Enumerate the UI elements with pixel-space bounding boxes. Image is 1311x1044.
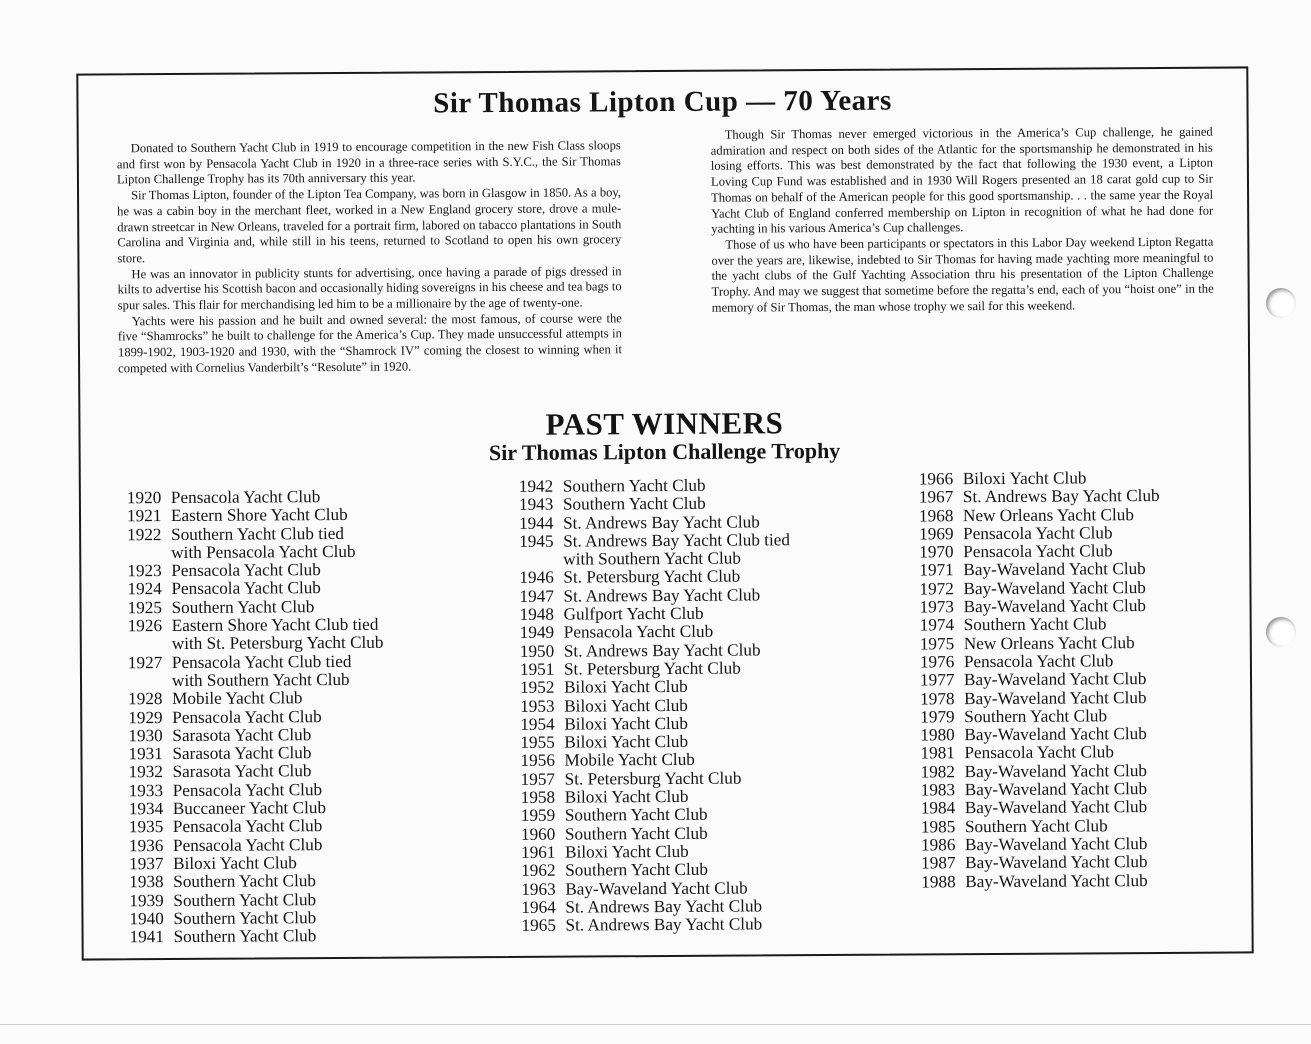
winner-row [129, 799, 385, 819]
winner-club: Bay-Waveland Yacht Club [565, 878, 748, 899]
past-winners-subtitle: Sir Thomas Lipton Challenge Trophy [488, 437, 841, 466]
binder-hole [1266, 288, 1296, 318]
winner-club: St. Petersburg Yacht Club [564, 768, 742, 789]
winner-club: Biloxi Yacht Club [173, 853, 297, 873]
winner-year: 1976 [919, 652, 955, 672]
winner-row [521, 860, 792, 880]
winner-club: Southern Yacht Club [173, 889, 317, 910]
winner-row [127, 561, 383, 581]
winner-club: Pensacola Yacht Club [172, 834, 323, 855]
winner-club: St. Andrews Bay Yacht Club [962, 486, 1160, 507]
winner-year: 1928 [128, 689, 163, 709]
winner-year: 1921 [126, 506, 162, 526]
winner-year: 1952 [520, 677, 555, 698]
winner-club: Bay-Waveland Yacht Club [964, 797, 1148, 818]
winner-year: 1974 [919, 615, 955, 635]
winner-year: 1941 [129, 927, 165, 947]
winner-row [521, 769, 792, 789]
winner-club: New Orleans Yacht Club [962, 504, 1134, 525]
winner-club: Pensacola Yacht Club [963, 523, 1113, 544]
winner-row [920, 725, 1161, 745]
winner-row [519, 476, 790, 496]
paragraph: Donated to Southern Yacht Club in 1919 to encourage competition in the new Fish Class sloops and first won by Pensacola Yacht Club in 1920 in a three-race series with S.Y.C., the Sir Thomas Lipton Challenge Trophy has its 70th anniversary this year. [116, 138, 621, 187]
winner-row [129, 909, 385, 929]
winner-club: Biloxi Yacht Club [564, 713, 689, 734]
winner-row [128, 671, 384, 691]
winner-club: Southern Yacht Club tied [171, 523, 345, 544]
winner-year [128, 672, 172, 691]
winner-year: 1939 [129, 890, 164, 910]
winner-year: 1979 [920, 707, 955, 727]
winner-club: with Pensacola Yacht Club [171, 541, 356, 562]
winner-year: 1940 [129, 908, 164, 929]
winner-year: 1927 [127, 652, 163, 672]
winner-year: 1957 [520, 769, 556, 789]
winner-row [919, 524, 1160, 544]
winner-club: Pensacola Yacht Club [963, 541, 1113, 562]
paragraph: Those of us who have been participants or spectators in this Labor Day weekend Lipton Regatta over the years are, likewise, indebted to Sir Thomas for having made yachting more meaningful to the yacht clubs of the Gulf Yachting Association thru his presentation of the Lipton Challenge Trophy. And may we suggest that sometime before the regatta’s end, each of you “hoist one” in the memory of Sir Thomas, the man whose trophy we sail for this weekend. [711, 234, 1214, 315]
winner-year: 1985 [920, 816, 956, 837]
winner-year: 1980 [920, 725, 955, 745]
winner-row [127, 543, 383, 563]
winner-row [919, 506, 1160, 526]
winner-club: Eastern Shore Yacht Club [170, 505, 348, 526]
winner-row [519, 531, 790, 551]
winner-club: Southern Yacht Club [173, 926, 317, 947]
winner-club: Bay-Waveland Yacht Club [964, 833, 1148, 855]
winner-club: Pensacola Yacht Club [964, 742, 1114, 763]
winner-club: St. Andrews Bay Yacht Club [562, 512, 760, 533]
winner-club: Bay-Waveland Yacht Club [964, 760, 1148, 781]
winner-year: 1981 [920, 743, 955, 763]
winner-club: Biloxi Yacht Club [564, 732, 689, 752]
winner-year: 1958 [520, 787, 556, 807]
winner-row [920, 670, 1161, 690]
winner-club: Biloxi Yacht Club [564, 695, 688, 716]
winner-year: 1925 [127, 597, 162, 618]
winner-year: 1945 [519, 531, 554, 551]
page-frame [76, 66, 1253, 960]
winner-club: Bay-Waveland Yacht Club [965, 870, 1148, 891]
paragraph: Though Sir Thomas never emerged victorious in the America’s Cup challenge, he gained admiration and respect on both sides of the Atlantic for the sportsmanship he demonstrated in his losing efforts. This was best demonstrated by the fact that following the 1930 event, a Lipton Loving Cup Fund was established and in 1930 Will Rogers presented an 18 carat gold cup to Sir Thomas on behalf of the American people for this good sportsmanship. . . the same year the Royal Yacht Club of England conferred membership on Lipton in recognition of what he had done for yachting in his various America’s Cup challenges. [710, 124, 1214, 236]
winner-year: 1962 [521, 860, 556, 881]
winner-club: Southern Yacht Club [565, 859, 708, 880]
winner-club: Bay-Waveland Yacht Club [963, 596, 1147, 617]
winner-club: Bay-Waveland Yacht Club [963, 559, 1146, 580]
winner-row [521, 787, 792, 807]
winner-year: 1959 [520, 806, 556, 826]
winner-year [519, 551, 563, 570]
intro-right-column [711, 125, 1214, 317]
winners-column-2 [519, 476, 793, 935]
page-title: Sir Thomas Lipton Cup — 70 Years [433, 84, 892, 120]
winner-year: 1951 [519, 659, 555, 679]
winner-club: Sarasota Yacht Club [172, 761, 312, 782]
paragraph: He was an innovator in publicity stunts for advertising, once having a parade of pigs dressed in kilts to advertise his Scottish bacon and occasionally hiding sovereigns in his cheese and tea bags to spur sales. This flair for merchandising led him to be a millionaire by the age of twenty-one. [117, 263, 622, 313]
winner-club: New Orleans Yacht Club [963, 632, 1135, 653]
winner-row [519, 586, 790, 606]
winner-year: 1924 [127, 579, 162, 599]
winner-year: 1961 [521, 842, 556, 862]
winner-row [129, 890, 385, 910]
winner-club: with Southern Yacht Club [563, 548, 741, 569]
winner-club: Bay-Waveland Yacht Club [964, 724, 1147, 745]
winner-row [128, 707, 384, 727]
winner-club: with St. Petersburg Yacht Club [171, 633, 384, 654]
winner-year: 1968 [918, 505, 954, 526]
winner-club: St. Andrews Bay Yacht Club tied [563, 530, 791, 551]
winner-club: Southern Yacht Club [173, 907, 317, 928]
winner-year: 1943 [518, 494, 554, 515]
winner-year: 1964 [521, 897, 556, 917]
winner-year: 1986 [920, 835, 956, 855]
winner-club: St. Petersburg Yacht Club [563, 658, 741, 679]
winner-year: 1953 [520, 696, 555, 716]
winner-year: 1978 [920, 688, 955, 709]
paragraph: Yachts were his passion and he built and owned several: the most famous, of course were the five “Shamrocks” he built to challenge for the America’s Cup. They made unsuccessful attempts in 1899-1902, 1903-1920 and 1930, with the “Shamrock IV” coming the closest to winning when it competed with Cornelius Vanderbilt’s “Resolute” in 1920. [117, 310, 623, 376]
winner-row [127, 579, 383, 599]
winner-club: Pensacola Yacht Club [172, 779, 323, 800]
winner-year: 1935 [128, 817, 164, 837]
winner-row [920, 634, 1161, 654]
winner-row [921, 853, 1162, 873]
winner-year: 1977 [919, 670, 955, 690]
winner-year: 1956 [520, 751, 555, 771]
winner-year: 1955 [520, 732, 555, 753]
winner-year: 1973 [919, 597, 955, 617]
winners-column-3 [919, 469, 1162, 891]
winner-club: Southern Yacht Club [564, 805, 708, 825]
winner-year: 1950 [519, 641, 555, 661]
winner-club: Mobile Yacht Club [564, 750, 695, 771]
winner-club: Southern Yacht Club [562, 475, 706, 496]
winner-year: 1967 [918, 487, 954, 507]
winner-club: Bay-Waveland Yacht Club [965, 852, 1148, 873]
winner-club: Southern Yacht Club [562, 494, 706, 514]
winner-year: 1931 [128, 744, 163, 764]
intro-left-column [117, 138, 622, 377]
winner-row [129, 780, 385, 800]
winner-year: 1982 [920, 761, 956, 782]
winner-year: 1966 [918, 469, 954, 489]
winner-row [128, 744, 384, 764]
page-edge-line [0, 1024, 1311, 1025]
binder-hole [1266, 617, 1296, 647]
winner-row [920, 597, 1161, 617]
winner-club: Bay-Waveland Yacht Club [963, 669, 1147, 690]
winner-club: Sarasota Yacht Club [172, 725, 312, 745]
winner-club: Mobile Yacht Club [172, 688, 303, 709]
winner-year: 1948 [519, 604, 555, 624]
winner-club: Biloxi Yacht Club [564, 786, 689, 807]
winner-year: 1938 [129, 872, 164, 892]
winner-year: 1944 [518, 513, 554, 533]
winner-club: Southern Yacht Club [964, 706, 1108, 727]
winner-year: 1932 [128, 762, 164, 782]
winner-club: Pensacola Yacht Club [172, 706, 322, 727]
paragraph: Sir Thomas Lipton, founder of the Lipton Tea Company, was born in Glasgow in 1850. As a boy, he was a cabin boy in the merchant fleet, worked in a New England grocery store, drove a mule-drawn streetcar in New Orleans, traveled for a portrait firm, labored on tabacco plantations in South Carolina and Virginia and, while still in his teens, returned to Scotland to open his own grocery store. [117, 185, 622, 266]
winner-row [127, 506, 383, 526]
winner-row [129, 817, 385, 837]
winner-year: 1920 [126, 488, 162, 508]
winner-row [521, 915, 792, 935]
winner-club: Southern Yacht Club [963, 614, 1107, 635]
winner-row [129, 835, 385, 855]
winner-club: Sarasota Yacht Club [172, 743, 312, 764]
winner-club: St. Andrews Bay Yacht Club [563, 640, 761, 661]
winner-row [920, 689, 1161, 709]
winner-row [520, 678, 791, 698]
winner-row [921, 872, 1162, 892]
winner-year: 1965 [521, 915, 556, 936]
winner-year: 1947 [519, 586, 554, 606]
winner-year: 1987 [921, 853, 956, 873]
winner-club: St. Andrews Bay Yacht Club [563, 585, 761, 606]
winner-club: Pensacola Yacht Club [171, 578, 321, 599]
winner-year: 1936 [128, 835, 164, 855]
winner-club: Southern Yacht Club [171, 596, 315, 617]
winner-club: Gulfport Yacht Club [563, 603, 704, 624]
winners-column-1 [127, 488, 385, 947]
winner-year: 1970 [919, 542, 954, 562]
winner-club: Biloxi Yacht Club [565, 841, 689, 862]
winner-row [520, 751, 791, 771]
winner-row [520, 604, 791, 624]
winner-row [520, 714, 791, 734]
winner-club: Pensacola Yacht Club [563, 622, 714, 642]
winner-club: Buccaneer Yacht Club [172, 798, 327, 819]
winner-club: Bay-Waveland Yacht Club [963, 577, 1146, 598]
winner-year: 1946 [519, 568, 554, 588]
winner-row [129, 854, 385, 874]
winner-row [919, 487, 1160, 507]
winner-club: Southern Yacht Club [964, 815, 1108, 836]
winner-year: 1942 [518, 476, 554, 496]
winner-club: Pensacola Yacht Club [963, 651, 1114, 672]
winner-row [128, 689, 384, 709]
winner-year: 1937 [129, 854, 164, 874]
winner-year: 1926 [127, 616, 163, 636]
winner-year: 1930 [128, 725, 163, 746]
winner-row [521, 806, 792, 826]
winner-row [519, 549, 790, 569]
winner-year [128, 635, 172, 654]
winner-row [520, 641, 791, 661]
winner-year: 1988 [921, 871, 956, 891]
winner-club: Pensacola Yacht Club [171, 560, 321, 581]
winner-year: 1975 [919, 633, 955, 654]
winner-club: Pensacola Yacht Club tied [171, 651, 352, 672]
winner-year: 1963 [521, 879, 556, 899]
winner-row [520, 732, 791, 752]
winner-club: Pensacola Yacht Club [172, 816, 323, 837]
winner-row [921, 798, 1162, 818]
winner-row [521, 824, 792, 844]
winner-row [128, 726, 384, 746]
winner-row [521, 842, 792, 862]
winner-row [130, 927, 386, 947]
winner-year: 1933 [128, 780, 164, 801]
winner-club: Biloxi Yacht Club [962, 468, 1087, 489]
winner-club: Bay-Waveland Yacht Club [964, 779, 1148, 800]
winner-row [129, 762, 385, 782]
winner-year: 1969 [919, 524, 954, 544]
winner-year: 1971 [919, 560, 954, 580]
winner-club: St. Andrews Bay Yacht Club [565, 896, 763, 917]
winner-year: 1934 [128, 799, 164, 819]
winner-year: 1922 [127, 524, 162, 544]
winner-club: St. Petersburg Yacht Club [563, 567, 741, 588]
winner-club: Eastern Shore Yacht Club tied [171, 614, 379, 636]
winner-club: Pensacola Yacht Club [170, 487, 321, 508]
winner-year: 1949 [519, 623, 555, 643]
winner-year [127, 544, 171, 563]
past-winners-title: PAST WINNERS [545, 405, 784, 442]
winner-club: Bay-Waveland Yacht Club [964, 687, 1147, 708]
winner-club: Biloxi Yacht Club [564, 677, 688, 697]
winner-row [129, 872, 385, 892]
winner-year: 1923 [127, 561, 162, 581]
winner-row [520, 696, 791, 716]
winner-year: 1929 [128, 707, 163, 727]
winner-club: St. Andrews Bay Yacht Club [565, 914, 763, 935]
winner-club: Southern Yacht Club [173, 871, 317, 892]
winner-club: Southern Yacht Club [564, 823, 708, 844]
winner-row [920, 615, 1161, 635]
winner-year: 1960 [520, 824, 556, 844]
winner-year: 1972 [919, 579, 954, 599]
winner-row [520, 659, 791, 679]
winner-year: 1954 [520, 714, 555, 734]
winner-year: 1983 [920, 780, 956, 800]
winner-club: with Southern Yacht Club [171, 669, 350, 690]
winner-year: 1984 [920, 798, 956, 818]
